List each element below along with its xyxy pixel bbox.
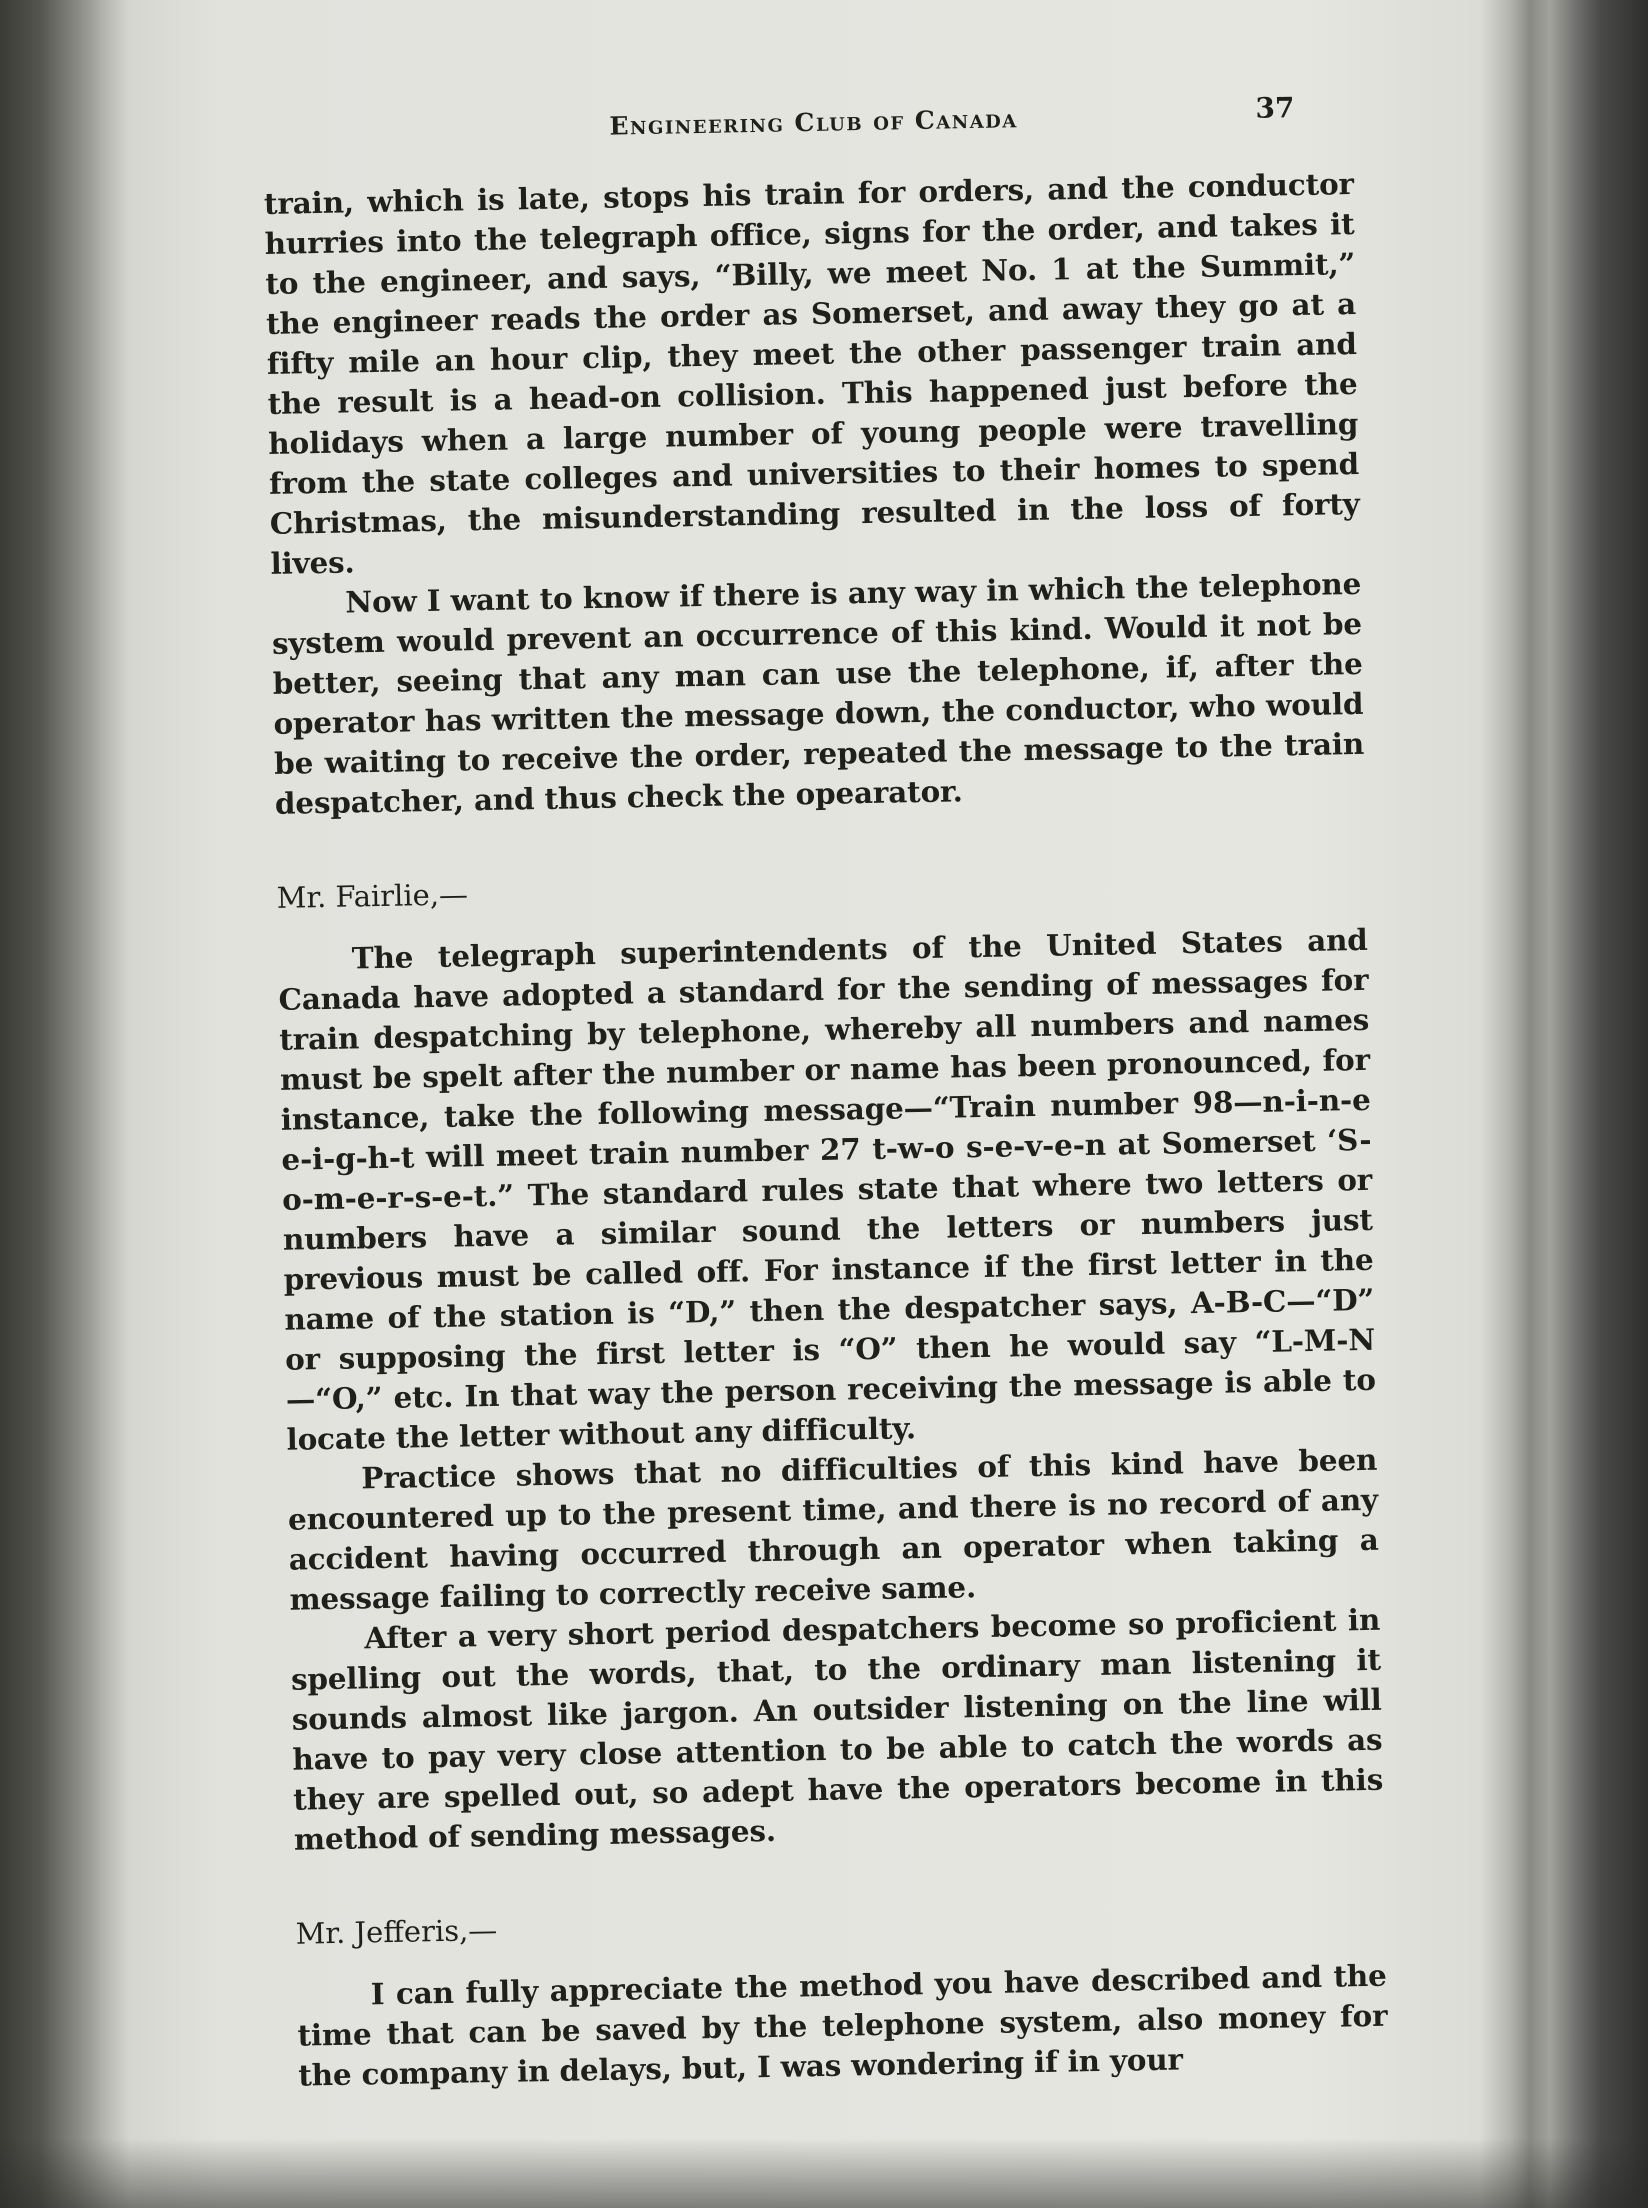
paragraph: The telegraph superintendents of the United States and Canada have adopted a standard for the sending of messages for train despatching by telephone, whereby all numbers and names must be spelt after the number or name has been pronounced, for instance, take the following message—“Train number 98—n-i-n-e e-i-g-h-t will meet train number 27 t-w-o s-e-v-e-n at Somerset ‘S-o-m-e-r-s-e-t.” The standard rules state that where two letters or numbers have a similar sound the letters or numbers just previous must be called off. For instance if the first letter in the name of the station is “D,” then the despatcher says, A-B-C—“D” or supposing the first letter is “O” then he would say “L-M-N—“O,” etc. In that way the person receiving the message is able to locate the letter without any difficulty.	[278, 921, 1377, 1457]
paragraph: Practice shows that no difficulties of this kind have been encountered up to the present time, and there is no record of any accident having occurred through an operator when taking a message failing to correctly receive same.	[287, 1441, 1379, 1617]
page-body	[264, 164, 1389, 2096]
paragraph: train, which is late, stops his train for orders, and the conductor hurries into the telegraph office, signs for the order, and takes it to the engineer, and says, “Billy, we meet No. 1 at the Summit,” the engineer reads the order as Somerset, and away they go at a fifty mile an hour clip, they meet the other passenger train and the result is a head-on collision. This happened just before the holidays when a large number of young people were travelling from the state colleges and universities to their homes to spend Christmas, the misunderstanding resulted in the loss of forty lives.	[263, 166, 1360, 581]
page-number: 37	[1255, 91, 1295, 125]
speaker-heading: Mr. Fairlie,—	[276, 877, 469, 915]
book-page	[262, 76, 1388, 2093]
paragraph: Now I want to know if there is any way in which the telephone system would prevent an occurrence of this kind. Would it not be better, seeing that any man can use the telephone, if, after the operator has written the message down, the conductor, who would be waiting to receive the order, repeated the message to the train despatcher, and thus check the opearator.	[271, 565, 1365, 821]
header-title: Engineering Club of Canada	[609, 104, 1018, 141]
paragraph: After a very short period despatchers become so proficient in spelling out the words, that, to the ordinary man listening it sounds almost like jargon. An outsider listening on the line will have to pay very close attention to be able to catch the words as they are spelled out, so adept have the operators become in this method of sending messages.	[290, 1601, 1384, 1857]
speaker-heading: Mr. Jefferis,—	[295, 1912, 498, 1951]
paragraph: I can fully appreciate the method you have described and the time that can be saved by the telephone system, also money for the company in delays, but, I was wondering if in your	[297, 1957, 1388, 2093]
page-bottom-shadow	[0, 2138, 1648, 2208]
